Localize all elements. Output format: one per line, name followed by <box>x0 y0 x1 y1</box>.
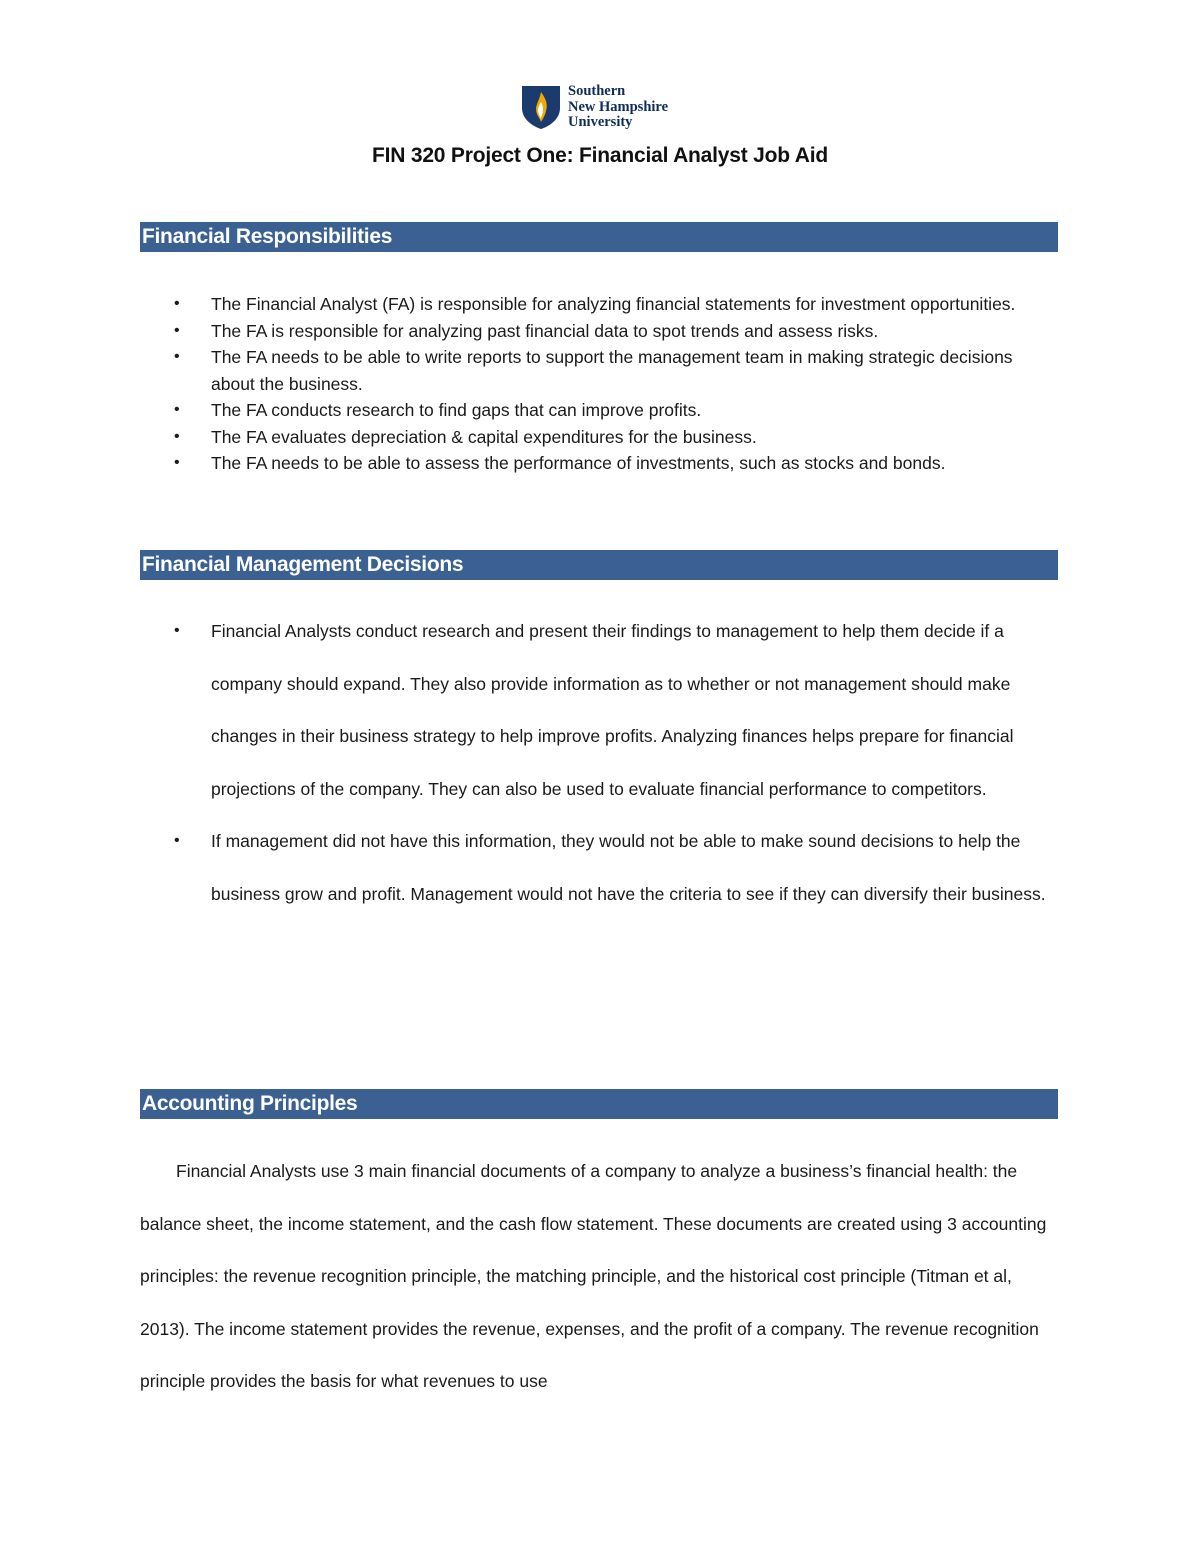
list-item: • If management did not have this information, they would not be able to make sound decisions to help the business grow and profit. Management would not have the criteria to see if they can diversify their business. <box>140 815 1058 920</box>
section-heading-financial-management-decisions: Financial Management Decisions <box>140 550 1058 580</box>
list-item: • Financial Analysts conduct research and present their findings to management to help them decide if a company should expand. They also provide information as to whether or not management should make changes in their business strategy to help improve profits. Analyzing finances helps prepare for financial projections of the company. They can also be used to evaluate financial performance to competitors. <box>140 605 1058 815</box>
list-item: • The FA needs to be able to assess the performance of investments, such as stocks and bonds. <box>140 450 1058 477</box>
section-heading-accounting-principles: Accounting Principles <box>140 1089 1058 1119</box>
university-name <box>568 84 668 131</box>
bullet-icon: • <box>174 321 180 339</box>
section-heading-financial-responsibilities: Financial Responsibilities <box>140 222 1058 252</box>
bullet-icon: • <box>174 401 180 418</box>
list-item: • The FA conducts research to find gaps that can improve profits. <box>140 397 1058 424</box>
bullet-icon: • <box>174 622 180 639</box>
bullet-icon: • <box>174 295 180 312</box>
snhu-shield-flame-icon <box>520 84 562 130</box>
bullet-icon: • <box>174 427 180 445</box>
list-item: • The Financial Analyst (FA) is responsible for analyzing financial statements for investment opportunities. <box>140 291 1058 318</box>
list-item: • The FA is responsible for analyzing past financial data to spot trends and assess risks. <box>140 318 1058 345</box>
document-title: FIN 320 Project One: Financial Analyst Job Aid <box>371 144 829 167</box>
bullet-icon: • <box>174 348 180 365</box>
accounting-principles-paragraph: Financial Analysts use 3 main financial documents of a company to analyze a business’s financial health: the balance sheet, the income statement, and the cash flow statement. These documents are created using 3 accounting principles: the revenue recognition principle, the matching principle, and the historical cost principle (Titman et al, 2013). The income statement provides the revenue, expenses, and the profit of a company. The revenue recognition principle provides the basis for what revenues to use <box>140 1161 1047 1391</box>
logo-line-3: University <box>568 114 633 130</box>
logo-line-2: New Hampshire <box>568 98 669 115</box>
bullet-icon: • <box>174 832 180 849</box>
list-item: • The FA needs to be able to write reports to support the management team in making strategic decisions about the business. <box>140 344 1058 397</box>
management-decisions-list <box>140 605 1058 920</box>
university-logo <box>520 84 668 131</box>
list-item: • The FA evaluates depreciation & capital expenditures for the business. <box>140 424 1058 451</box>
bullet-icon: • <box>174 454 180 471</box>
logo-line-1: Southern <box>568 83 626 99</box>
responsibilities-list <box>140 291 1058 477</box>
